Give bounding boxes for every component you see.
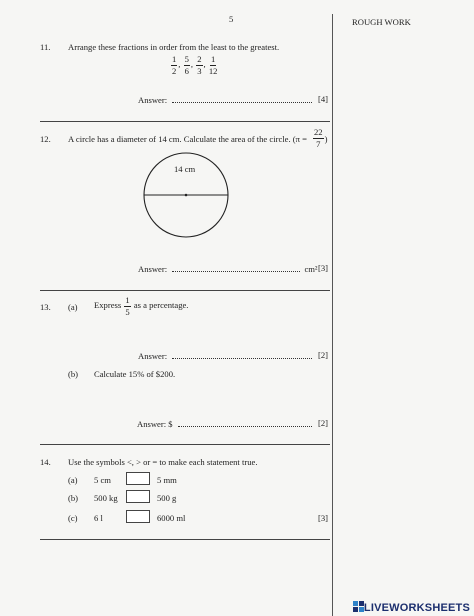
- q14-divider: [40, 539, 330, 540]
- q14a-left: 5 cm: [94, 475, 111, 485]
- q13b-prompt: Calculate 15% of $200.: [94, 369, 176, 379]
- q14b-right: 500 g: [157, 493, 177, 503]
- q11-marks: [4]: [318, 94, 329, 104]
- q12-marks: [3]: [318, 263, 329, 273]
- rough-work-heading: ROUGH WORK: [352, 17, 411, 27]
- liveworksheets-wordmark: LIVEWORKSHEETS: [363, 602, 470, 614]
- q13-divider: [40, 444, 330, 445]
- liveworksheets-icon: [353, 601, 364, 612]
- q11-answer-field[interactable]: [172, 94, 312, 103]
- q13a-label: (a): [68, 302, 78, 312]
- q13b-marks: [2]: [318, 418, 329, 428]
- q13a-answer-field[interactable]: [172, 350, 312, 359]
- q13b-answer-field[interactable]: [178, 418, 312, 427]
- q11-number: 11.: [40, 42, 51, 52]
- q11-fraction-4: $\frac{1}{12}$: [208, 54, 218, 76]
- center-point: [185, 194, 188, 197]
- liveworksheets-logo: [353, 601, 470, 614]
- q13b-answer-row: [137, 418, 312, 429]
- q13a-answer-label: Answer:: [138, 351, 168, 361]
- q13a-answer-row: [138, 350, 312, 361]
- q11-answer-row: [138, 94, 312, 105]
- q11-fractions: $\frac{1}{2}$ , $\frac{5}{6}$ , $\frac{2}{3}$ , $\frac{1}{12}$: [172, 54, 218, 76]
- q13-number: 13.: [40, 302, 51, 312]
- q12-number: 12.: [40, 134, 51, 144]
- q12-answer-field[interactable]: [172, 263, 300, 272]
- q12-prompt: A circle has a diameter of 14 cm. Calculate the area of the circle. (π =: [68, 134, 307, 144]
- q14a-label: (a): [68, 475, 78, 485]
- q11-divider: [40, 121, 330, 122]
- q13b-label: (b): [68, 369, 79, 379]
- page-number: 5: [229, 14, 234, 24]
- q11-fraction-3: $\frac{2}{3}$: [197, 54, 202, 76]
- q11-answer-label: Answer:: [138, 95, 168, 105]
- q12-answer-label: Answer:: [138, 264, 168, 274]
- q14c-left: 6 l: [94, 513, 103, 523]
- q14c-right: 6000 ml: [157, 513, 186, 523]
- q12-divider: [40, 290, 330, 291]
- q14a-symbol-box[interactable]: [126, 472, 150, 485]
- diameter-label: 14 cm: [174, 164, 196, 174]
- q14b-left: 500 kg: [94, 493, 118, 503]
- margin-divider: [332, 14, 333, 616]
- q11-fraction-2: $\frac{5}{6}$: [184, 54, 189, 76]
- q14a-right: 5 mm: [157, 475, 177, 485]
- q14-prompt: Use the symbols <, > or = to make each statement true.: [68, 457, 258, 467]
- q11-prompt: Arrange these fractions in order from the least to the greatest.: [68, 42, 280, 52]
- q14b-label: (b): [68, 493, 79, 503]
- q12-pi-value: $\frac{22}{7}$ ): [314, 127, 328, 149]
- q13b-answer-label: Answer: $: [137, 419, 173, 429]
- q12-answer-row: [138, 263, 318, 274]
- q12-unit: cm²: [304, 264, 318, 274]
- q14c-symbol-box[interactable]: [126, 510, 150, 523]
- q14-marks: [3]: [318, 513, 329, 523]
- q13a-marks: [2]: [318, 350, 329, 360]
- q14c-label: (c): [68, 513, 78, 523]
- q13a-prompt: Express $\frac{1}{5}$ as a percentage.: [94, 295, 189, 317]
- q14-number: 14.: [40, 457, 51, 467]
- q14b-symbol-box[interactable]: [126, 490, 150, 503]
- q11-fraction-1: $\frac{1}{2}$: [172, 54, 177, 76]
